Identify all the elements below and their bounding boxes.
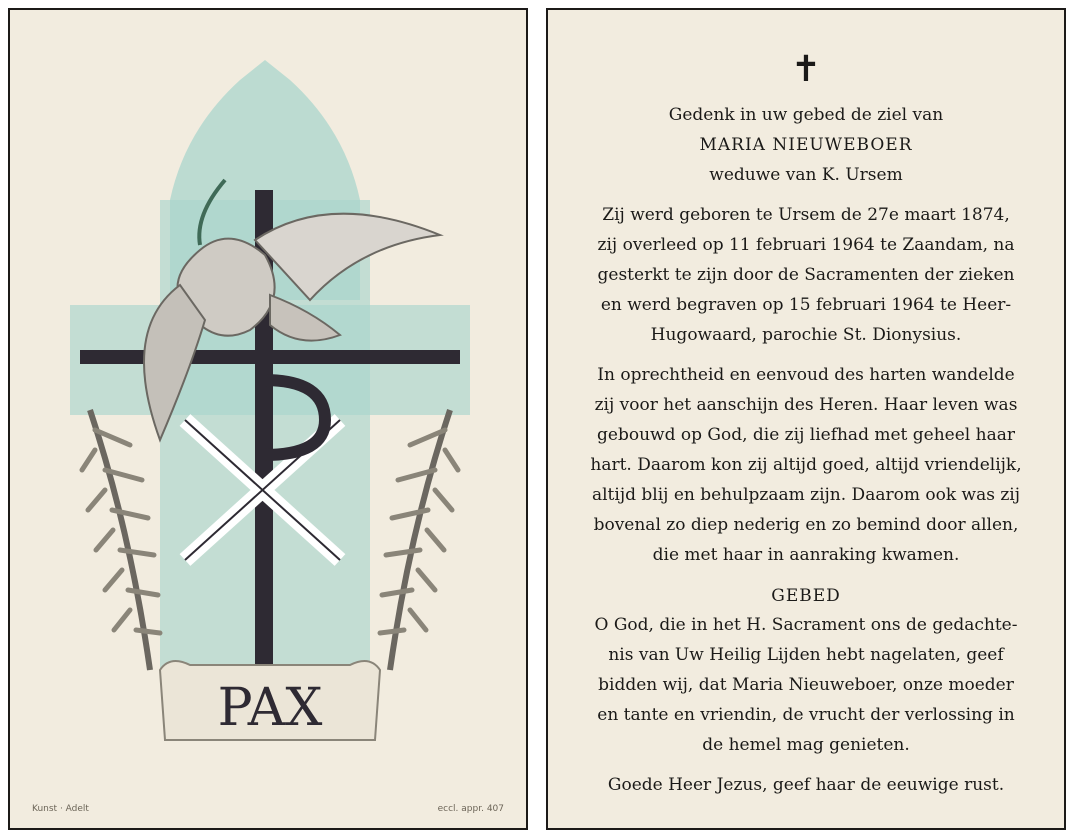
prayer-paragraph: [572, 610, 1040, 760]
approval-note: eccl. appr. 407: [437, 804, 504, 814]
tribute-line: hart. Daarom kon zij altijd goed, altijd vriendelijk,: [590, 455, 1022, 475]
tribute-line: bovenal zo diep nederig en zo bemind door allen,: [593, 515, 1019, 535]
bio-line: zij overleed op 11 februari 1964 te Zaandam, na: [597, 235, 1015, 255]
memorial-card-front: [8, 8, 528, 830]
dark-cross-horizontal: [80, 350, 460, 364]
tribute-paragraph: [572, 360, 1040, 570]
right-palm-leaves: [380, 430, 458, 633]
bio-line: Hugowaard, parochie St. Dionysius.: [650, 325, 962, 345]
bio-line: en werd begraven op 15 februari 1964 te Heer-: [600, 295, 1012, 315]
pax-cross-artwork: [50, 50, 490, 780]
prayer-line: nis van Uw Heilig Lijden hebt nagelaten, geef: [608, 645, 1004, 665]
publisher-note: Kunst · Adelt: [32, 804, 89, 814]
biography-paragraph: [572, 200, 1040, 350]
intro-line: Gedenk in uw gebed de ziel van: [668, 105, 944, 125]
prayer-heading: GEBED: [771, 586, 841, 606]
memorial-card-back: [546, 8, 1066, 830]
deceased-name: MARIA NIEUWEBOER: [699, 135, 913, 155]
tribute-line: zij voor het aanschijn des Heren. Haar leven was: [594, 395, 1018, 415]
left-palm-leaves: [82, 430, 160, 633]
memorial-text: [572, 50, 1040, 800]
prayer-line: en tante en vriendin, de vrucht der verlossing in: [597, 705, 1015, 725]
tribute-line: gebouwd op God, die zij liefhad met geheel haar: [597, 425, 1015, 445]
prayer-line: bidden wij, dat Maria Nieuweboer, onze moeder: [598, 675, 1014, 695]
prayer-line: O God, die in het H. Sacrament ons de gedachte-: [594, 615, 1018, 635]
cross-icon: ✝: [790, 49, 822, 90]
pax-label: PAX: [217, 678, 323, 738]
closing-line: Goede Heer Jezus, geef haar de eeuwige rust.: [607, 775, 1005, 795]
bio-line: Zij werd geboren te Ursem de 27e maart 1874,: [602, 205, 1010, 225]
widow-line: weduwe van K. Ursem: [709, 165, 903, 185]
religious-illustration: [50, 50, 490, 780]
prayer-line: de hemel mag genieten.: [702, 735, 910, 755]
tribute-line: In oprechtheid en eenvoud des harten wandelde: [597, 365, 1015, 385]
tribute-line: die met haar in aanraking kwamen.: [652, 545, 960, 565]
tribute-line: altijd blij en behulpzaam zijn. Daarom ook was zij: [591, 485, 1020, 505]
bio-line: gesterkt te zijn door de Sacramenten der zieken: [597, 265, 1015, 285]
